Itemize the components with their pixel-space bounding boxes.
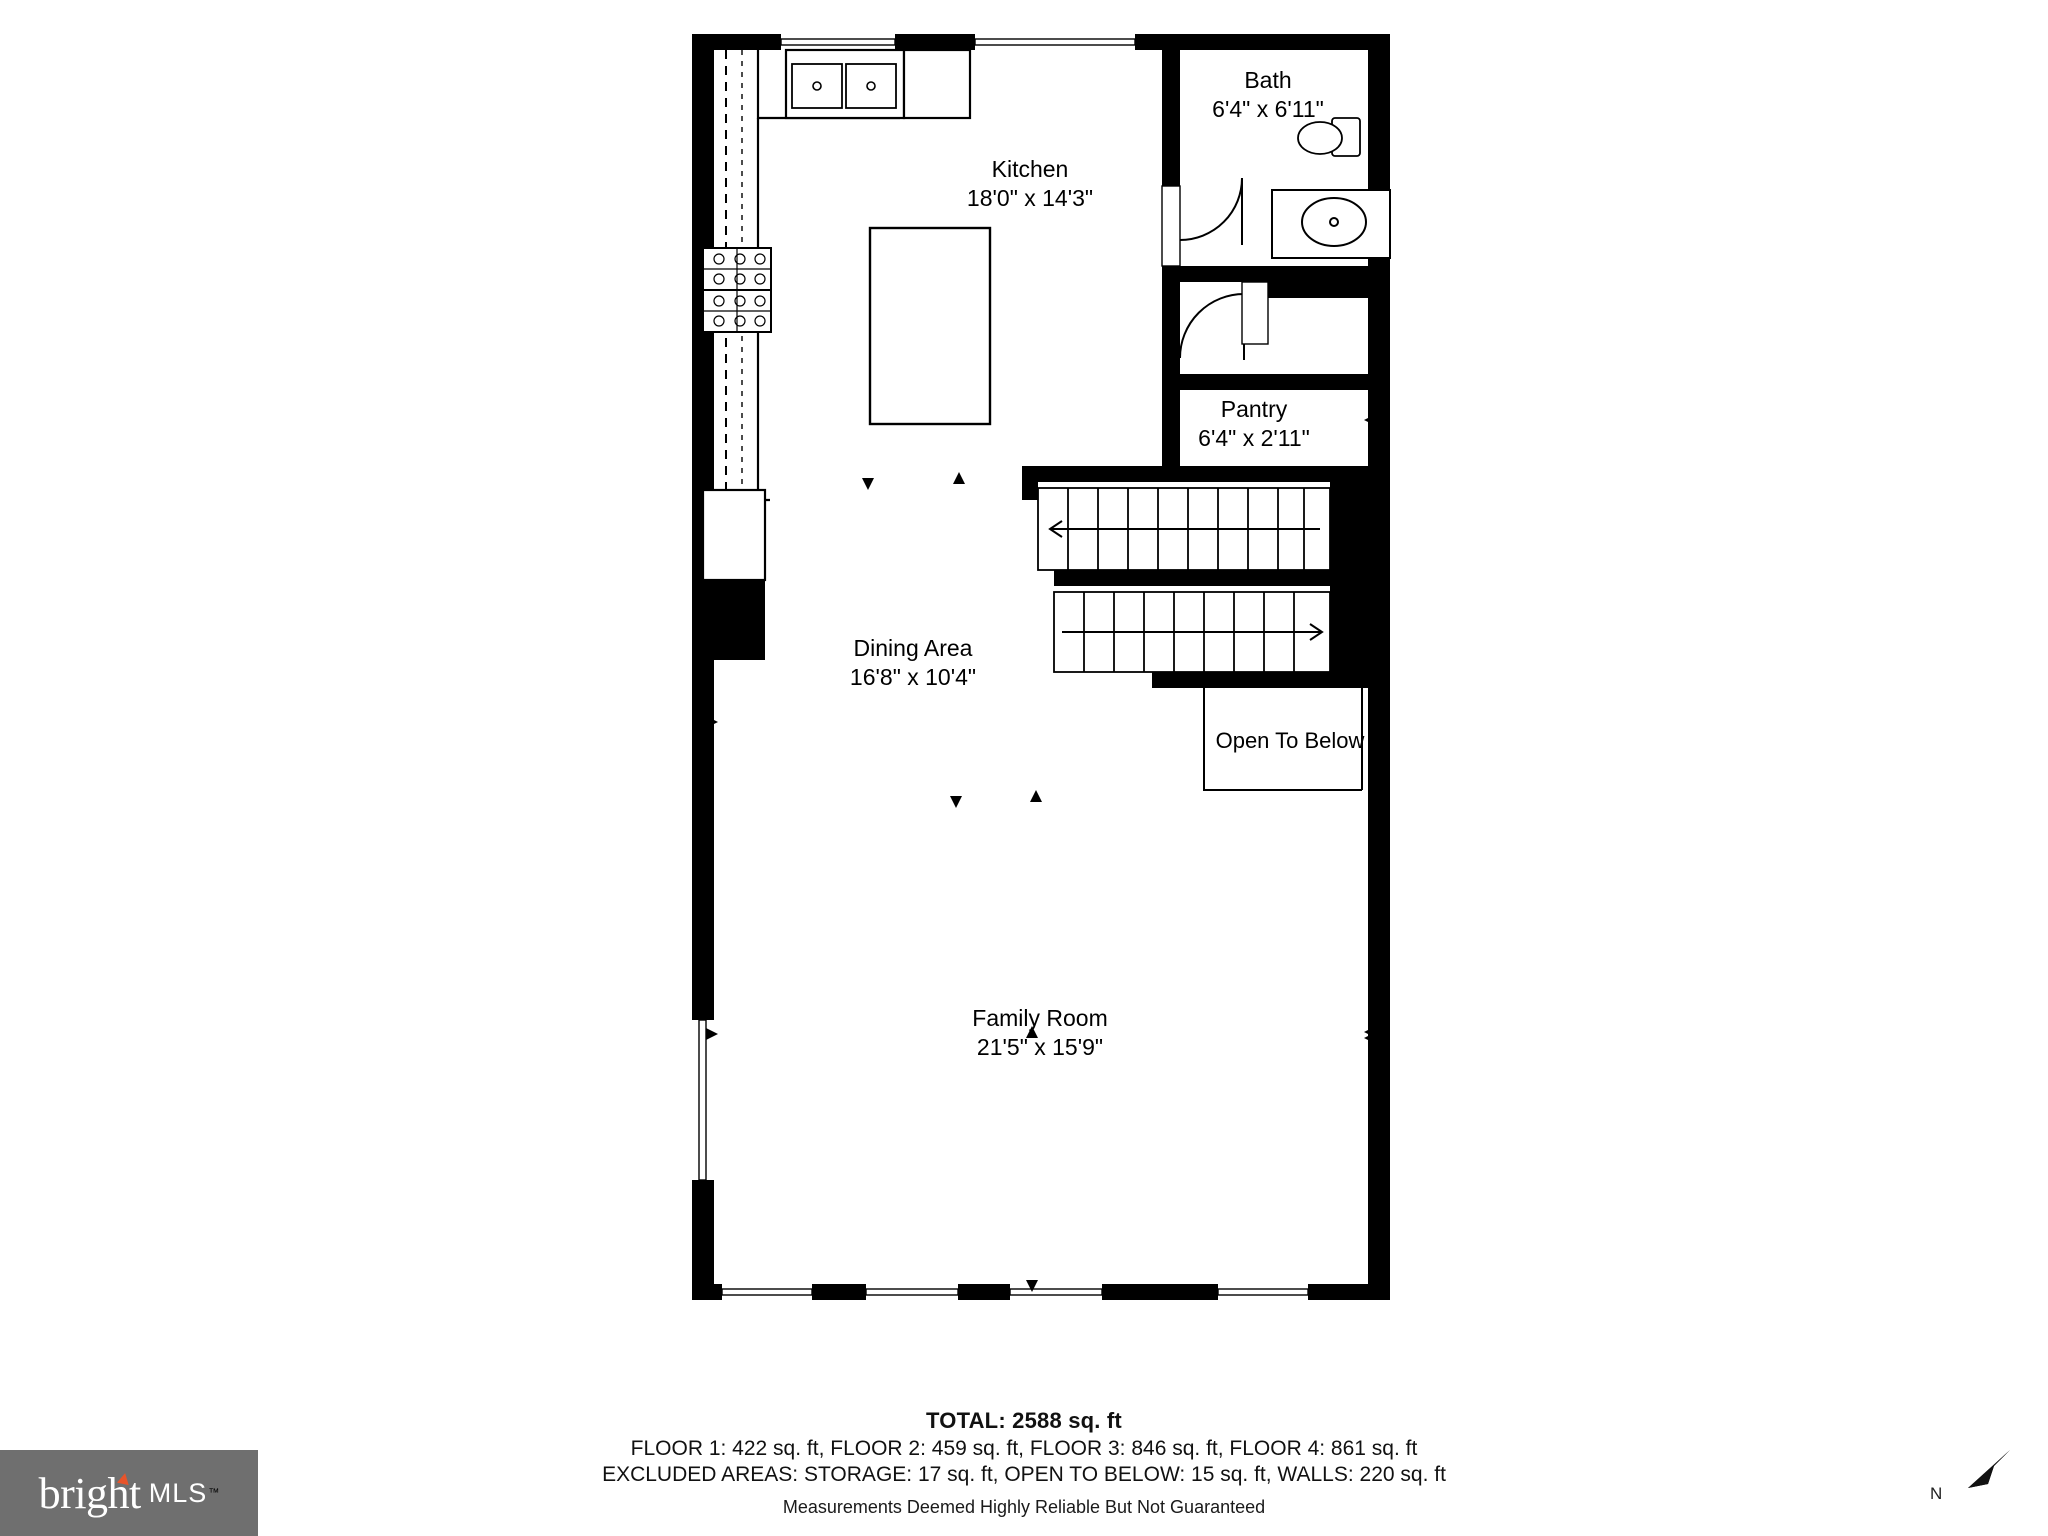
brand-accent-dot-icon: [117, 1471, 131, 1484]
footer-disclaimer: Measurements Deemed Highly Reliable But Not Guaranteed: [782, 1497, 1266, 1517]
plan-footer: [0, 1408, 2048, 1518]
room-label-bath: [1212, 66, 1324, 125]
room-dimensions: 18'0" x 14'3": [966, 185, 1094, 212]
room-label-pantry: [1198, 395, 1310, 454]
room-name: Dining Area: [853, 635, 973, 661]
room-name: Kitchen: [991, 156, 1069, 182]
brand-suffix: MLS: [148, 1477, 208, 1508]
footer-total: TOTAL: 2588 sq. ft: [926, 1408, 1122, 1433]
room-label-dining-area: [850, 634, 976, 693]
room-name: Bath: [1244, 67, 1292, 93]
room-label-family-room: [972, 1004, 1107, 1063]
plan-walls: [692, 34, 1390, 1300]
room-dimensions: 6'4" x 2'11": [1198, 425, 1310, 452]
compass-letter: N: [1930, 1484, 1943, 1503]
brand-name: bright: [38, 1468, 141, 1518]
room-name: Pantry: [1220, 396, 1288, 422]
brand-trademark: ™: [208, 1487, 220, 1499]
room-name: Family Room: [972, 1005, 1108, 1031]
footer-floors: FLOOR 1: 422 sq. ft, FLOOR 2: 459 sq. ft, FLOOR 3: 846 sq. ft, FLOOR 4: 861 sq. ft: [630, 1437, 1418, 1460]
room-label-kitchen: [967, 155, 1093, 214]
compass-north-arrow: [1928, 1448, 2018, 1508]
room-dimensions: 6'4" x 6'11": [1212, 96, 1324, 123]
footer-excluded-areas: EXCLUDED AREAS: STORAGE: 17 sq. ft, OPEN TO BELOW: 15 sq. ft, WALLS: 220 sq. ft: [602, 1463, 1446, 1486]
annotation-open-to-below: Open To Below: [1215, 728, 1365, 753]
room-dimensions: 21'5" x 15'9": [976, 1034, 1104, 1061]
brand-wordmark: [39, 1468, 141, 1519]
room-dimensions: 16'8" x 10'4": [849, 664, 977, 691]
bright-mls-logo: [0, 1450, 258, 1536]
